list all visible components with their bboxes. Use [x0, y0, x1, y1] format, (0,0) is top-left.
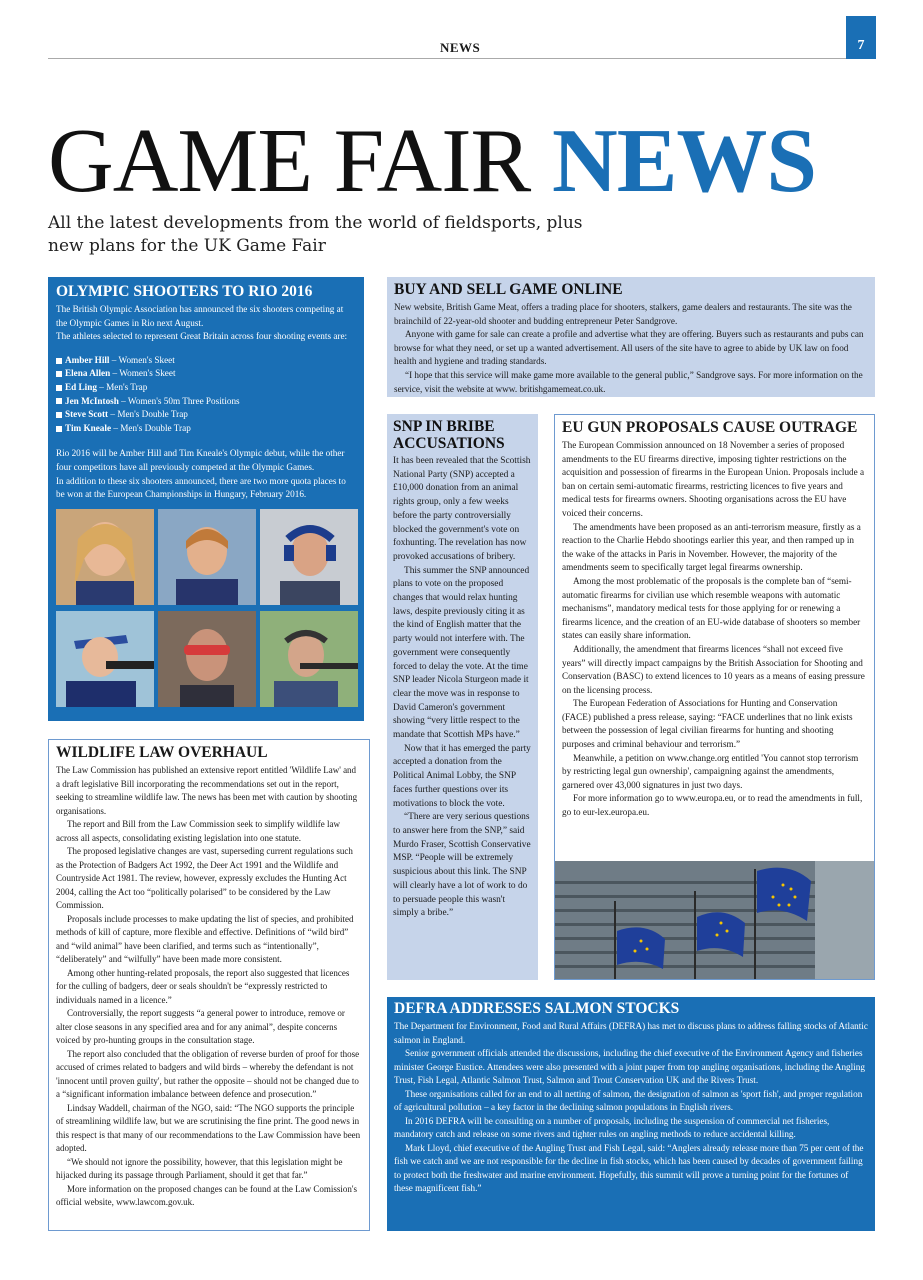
- eu-paragraph: The amendments have been proposed as an anti-terrorism measure, firstly as a reaction to the Charlie Hebdo shootings earlier this year, and then ramped up in the wake of the attacks in Paris in November. However, the majority of the amendments seem to specifically target legal firearms ownership.: [562, 521, 861, 573]
- eu-paragraph: Meanwhile, a petition on www.change.org entitled 'You cannot stop terrorism by restricting legal gun ownership', campaigning against the amendments, garnered over 43,000 signatures in just two days.: [562, 752, 859, 790]
- wildlife-paragraph: Among other hunting-related proposals, the report also suggested that licences for the culling of badgers, deer or seals shouldn't be “expressly restricted to individuals named in a licence.”: [56, 967, 350, 1005]
- buy-sell-article: [387, 277, 875, 397]
- athlete-photo: [56, 611, 154, 707]
- bullet-icon: [56, 426, 62, 432]
- athlete-photo: [56, 509, 154, 605]
- list-item: Jen McIntosh – Women's 50m Three Positions: [56, 395, 356, 409]
- athlete-photos: [56, 509, 356, 707]
- wildlife-paragraph: The report also concluded that the obligation of reverse burden of proof for those accused of crimes related to badgers and wild birds – whereby the defendant is not 'innocent until proven guilty', but rather the opposite – should not be changed due to a “significant information imbalance between defence and prosecution.”: [56, 1048, 360, 1099]
- header-rule: [48, 58, 846, 59]
- list-item: Steve Scott – Men's Double Trap: [56, 408, 356, 422]
- wildlife-paragraph: “We should not ignore the possibility, however, that this legislation might be hijacked during its passage through Parliament, should it get that far.”: [56, 1156, 343, 1180]
- list-item: Elena Allen – Women's Skeet: [56, 367, 356, 381]
- list-item: Ed Ling – Men's Trap: [56, 381, 356, 395]
- athlete-photo: [260, 611, 358, 707]
- buy-heading: BUY AND SELL GAME ONLINE: [394, 281, 623, 298]
- page-title: [48, 110, 817, 211]
- eu-paragraph: Among the most problematic of the proposals is the complete ban of “semi-automatic firearms for civilian use which resemble weapons with automatic mechanisms”, mandatory medical tests for those applying for or renewing a firearms licence, and the creation of an EU-wide database of shooters so member states can easily share information.: [562, 575, 861, 641]
- wildlife-article: [48, 739, 370, 1231]
- list-item: Amber Hill – Women's Skeet: [56, 354, 356, 368]
- title-game-fair: GAME FAIR: [48, 110, 531, 211]
- bullet-icon: [56, 371, 62, 377]
- buy-paragraph: “I hope that this service will make game more available to the general public,” Sandgrove says. For more information on the service, visit the website at www. britishgamemeat.co.uk.: [394, 369, 863, 394]
- snp-paragraph: This summer the SNP announced plans to vote on the proposed changes that would relax hunting laws, despite previously citing it as the kind of English matter that the party would not interfere with. The government were consequently forced to delay the vote. At the time SNP leader Nicola Sturgeon made it clear the move was in response to David Cameron's government showing “very little respect to the mandate that Scottish MPs have.”: [393, 565, 530, 741]
- wildlife-paragraph: The report and Bill from the Law Commission seek to simplify wildlife law across all aspects, consolidating existing legislation into one statute.: [56, 819, 340, 843]
- buy-paragraph: Anyone with game for sale can create a profile and advertise what they are offering. Buyers such as restaurants and pubs can browse for what they need, or set up a wanted advertisement. All users of the site have to agree to abide by UK law on food health and hygiene and trading standards.: [394, 329, 864, 367]
- eu-paragraph: The European Federation of Associations for Hunting and Conservation (FACE) published a press release, saying: “FACE underlines that no link exists between the possession of legal civilian firearms for hunting and shooting purposes and criminal behaviour and terrorism.”: [562, 698, 853, 750]
- defra-paragraph: Senior government officials attended the discussions, including the chief executive of the Environment Agency and fisheries minister George Eustice. Attendees were also presented with a joint paper from top angling organisations, including the Angling Trust, Fish Legal, Atlantic Salmon Trust, Salmon and Trout Conservation UK and the Rivers Trust.: [394, 1048, 865, 1085]
- wildlife-paragraph: More information on the proposed changes can be found at the Law Comission's official website, www.lawcom.gov.uk.: [56, 1183, 358, 1207]
- eu-paragraph: For more information go to www.europa.eu, or to read the amendments in full, go to eur-lex.europa.eu.: [562, 793, 863, 818]
- eu-heading: EU GUN PROPOSALS CAUSE OUTRAGE: [562, 419, 858, 436]
- eu-paragraph: Additionally, the amendment that firearms licences “shall not exceed five years” will directly impact campaigns by the British Association for Shooting and Conservation (BASC) to extend licences to 10 years as a means of easing pressure on the licensing process.: [562, 643, 865, 695]
- wildlife-paragraph: Lindsay Waddell, chairman of the NGO, said: “The NGO supports the principle of streamlining wildlife law, but we are scrutinising the fine print. The good news in this respect is that many of our recommendations to the Law Commission have been adopted.: [56, 1102, 361, 1153]
- bullet-icon: [56, 398, 62, 404]
- snp-article: [387, 414, 538, 980]
- bullet-icon: [56, 385, 62, 391]
- eu-article: [554, 414, 875, 980]
- olympic-article: [48, 277, 364, 721]
- bullet-icon: [56, 358, 62, 364]
- standfirst: All the latest developments from the world of fieldsports, plus new plans for the UK Game Fair: [48, 213, 583, 256]
- athlete-photo: [260, 509, 358, 605]
- athlete-photo: [158, 509, 256, 605]
- buy-paragraph: New website, British Game Meat, offers a trading place for shooters, stalkers, game dealers and restaurants. The site was the brainchild of 22-year-old shooter and budding entrepreneur Peter Sandgrove.: [394, 302, 852, 326]
- olympic-intro-1: The British Olympic Association has announced the six shooters competing at the Olympic Games in Rio next August.: [56, 304, 344, 328]
- wildlife-paragraph: Proposals include processes to make updating the list of species, and prohibited methods of kill of capture, more flexible and effective. Definitions of “wild bird” and “wild animal” have been clarified, and terms such as “intentionally”, “deliberately” and “wilfully” have been made more consistent.: [56, 913, 354, 964]
- olympic-outro-1: Rio 2016 will be Amber Hill and Tim Kneale's Olympic debut, while the other four competitors have all previously competed at the Olympic Games.: [56, 448, 345, 472]
- snp-paragraph: Now that it has emerged the party accepted a donation from the Political Animal Lobby, the SNP faces further questions over its motivations to block the vote.: [393, 743, 531, 809]
- eu-paragraph: The European Commission announced on 18 November a series of proposed amendments to the EU firearms directive, imposing tighter restrictions on the acquisition and possession of firearms in the European Union. Proposals include a ban on certain semi-automatic firearms, restricting licences to five years and medical tests for firearms owners. Shooting organisations across the EU have voiced their concerns.: [562, 440, 865, 518]
- page-number: 7: [846, 16, 876, 59]
- eu-flags-photo: [555, 861, 874, 979]
- defra-paragraph: The Department for Environment, Food and Rural Affairs (DEFRA) has met to discuss plans to address falling stocks of Atlantic salmon in England.: [394, 1021, 868, 1045]
- wildlife-paragraph: Controversially, the report suggests “a general power to introduce, remove or alter close seasons in any specified area and for any animal”, despite concerns voiced by pro-hunting groups in the consultation stage.: [56, 1008, 345, 1045]
- defra-heading: DEFRA ADDRESSES SALMON STOCKS: [394, 1000, 680, 1017]
- athlete-photo: [158, 611, 256, 707]
- olympic-outro-2: In addition to these six shooters announced, there are two more quota places to be won at the European Championships in Hungary, February 2016.: [56, 475, 346, 500]
- defra-paragraph: These organisations called for an end to all netting of salmon, the designation of salmon as 'sport fish', and proper regulation of agricultural pollution – a key factor in the declining salmon populations in English rivers.: [394, 1088, 863, 1112]
- list-item: Tim Kneale – Men's Double Trap: [56, 422, 356, 436]
- snp-paragraph: It has been revealed that the Scottish National Party (SNP) accepted a £10,000 donation from an animal rights group, only a few weeks before the party controversially blocked the government's vote on foxhunting. The revelation has now provoked accusations of bribery.: [393, 456, 531, 562]
- defra-paragraph: In 2016 DEFRA will be consulting on a number of proposals, including the suspension of commercial net fisheries, mandatory catch and release on some rivers and tighter rules on angling methods to reduce accidental killing.: [394, 1115, 830, 1139]
- wildlife-paragraph: The proposed legislative changes are vast, superseding current regulations such as the Protection of Badgers Act 1992, the Deer Act 1991 and the Wildlife and Countryside Act 1981. The review, however, expressly excludes the Hunting Act 2004, calling the Act too “politically polarised” to be considered by the Law Commission.: [56, 846, 353, 910]
- wildlife-paragraph: The Law Commission has published an extensive report entitled 'Wildlife Law' and a draft legislative Bill incorporating the recommendations set out in the report, seeking to streamline wildlife law. The news has been met with caution by shooting organisations.: [56, 765, 358, 816]
- wildlife-heading: WILDLIFE LAW OVERHAUL: [56, 744, 268, 761]
- defra-article: [387, 997, 875, 1231]
- bullet-icon: [56, 412, 62, 418]
- athlete-list: [56, 354, 356, 436]
- section-label: NEWS: [440, 40, 481, 55]
- olympic-intro-2: The athletes selected to represent Great Britain across four shooting events are:: [56, 331, 348, 342]
- olympic-heading: OLYMPIC SHOOTERS TO RIO 2016: [56, 283, 313, 300]
- snp-heading: SNP IN BRIBE ACCUSATIONS: [393, 418, 505, 452]
- title-news: NEWS: [552, 110, 817, 211]
- defra-paragraph: Mark Lloyd, chief executive of the Angling Trust and Fish Legal, said: “Anglers already release more than 75 per cent of the fish we catch and we are not responsible for the decline in fish stocks, which has been caused by decades of government failing to protect both the freshwater and marine environment. Hopefully, this summit will prove a turning point for the fortunes of these magnificent fish.”: [394, 1142, 864, 1193]
- snp-paragraph: “There are very serious questions to answer here from the SNP,” said Murdo Fraser, Scottish Conservative MSP. “People will be extremely suspicious about this link. The SNP will clearly have a lot of work to do to persuade people this wasn't simply a bribe.”: [393, 812, 531, 919]
